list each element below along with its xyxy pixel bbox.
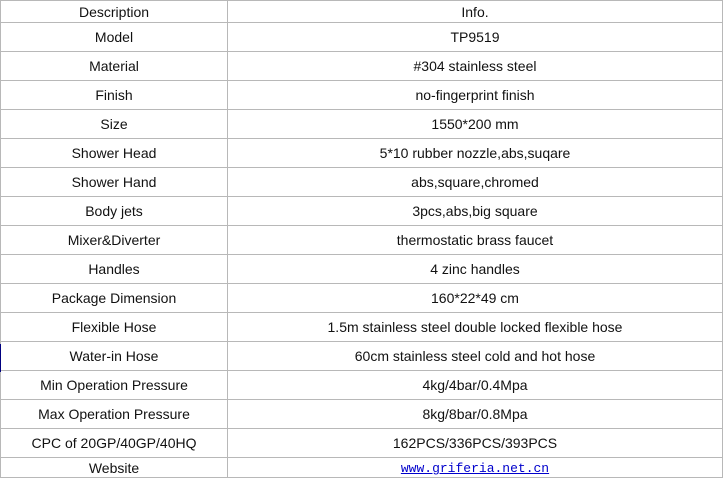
website-link[interactable]: www.griferia.net.cn [400, 461, 550, 476]
header-description: Description [1, 1, 228, 23]
row-label: Shower Hand [1, 168, 228, 197]
row-label: Flexible Hose [1, 313, 228, 342]
row-value: 4kg/4bar/0.4Mpa [228, 371, 723, 400]
row-label: Model [1, 23, 228, 52]
row-value: 8kg/8bar/0.8Mpa [228, 400, 723, 429]
row-value: thermostatic brass faucet [228, 226, 723, 255]
table-row [1, 226, 723, 255]
row-value: 60cm stainless steel cold and hot hose [228, 342, 723, 371]
table-header-row [1, 1, 723, 23]
table-row [1, 81, 723, 110]
website-label: Website [1, 458, 228, 478]
table-row [1, 168, 723, 197]
website-cell [228, 458, 723, 478]
table-row [1, 429, 723, 458]
row-value: TP9519 [228, 23, 723, 52]
table-row [1, 342, 723, 371]
row-label: Min Operation Pressure [1, 371, 228, 400]
table-row [1, 371, 723, 400]
row-label: Material [1, 52, 228, 81]
table-row [1, 197, 723, 226]
row-value: 1.5m stainless steel double locked flexible hose [228, 313, 723, 342]
table-row [1, 313, 723, 342]
row-value: 4 zinc handles [228, 255, 723, 284]
row-value: #304 stainless steel [228, 52, 723, 81]
row-marker [0, 344, 1, 372]
table-row [1, 110, 723, 139]
row-label: Mixer&Diverter [1, 226, 228, 255]
table-row [1, 400, 723, 429]
row-value: no-fingerprint finish [228, 81, 723, 110]
row-value: 162PCS/336PCS/393PCS [228, 429, 723, 458]
row-label: Water-in Hose [1, 342, 228, 371]
row-label: Max Operation Pressure [1, 400, 228, 429]
row-label: Handles [1, 255, 228, 284]
row-value: abs,square,chromed [228, 168, 723, 197]
table-row [1, 284, 723, 313]
row-label: CPC of 20GP/40GP/40HQ [1, 429, 228, 458]
row-label: Size [1, 110, 228, 139]
row-value: 5*10 rubber nozzle,abs,suqare [228, 139, 723, 168]
row-label: Shower Head [1, 139, 228, 168]
row-label: Package Dimension [1, 284, 228, 313]
row-label: Finish [1, 81, 228, 110]
row-value: 3pcs,abs,big square [228, 197, 723, 226]
website-row [1, 458, 723, 478]
row-label: Body jets [1, 197, 228, 226]
header-info: Info. [228, 1, 723, 23]
table-row [1, 23, 723, 52]
table-row [1, 139, 723, 168]
row-value: 1550*200 mm [228, 110, 723, 139]
table-row [1, 52, 723, 81]
table-row [1, 255, 723, 284]
row-value: 160*22*49 cm [228, 284, 723, 313]
